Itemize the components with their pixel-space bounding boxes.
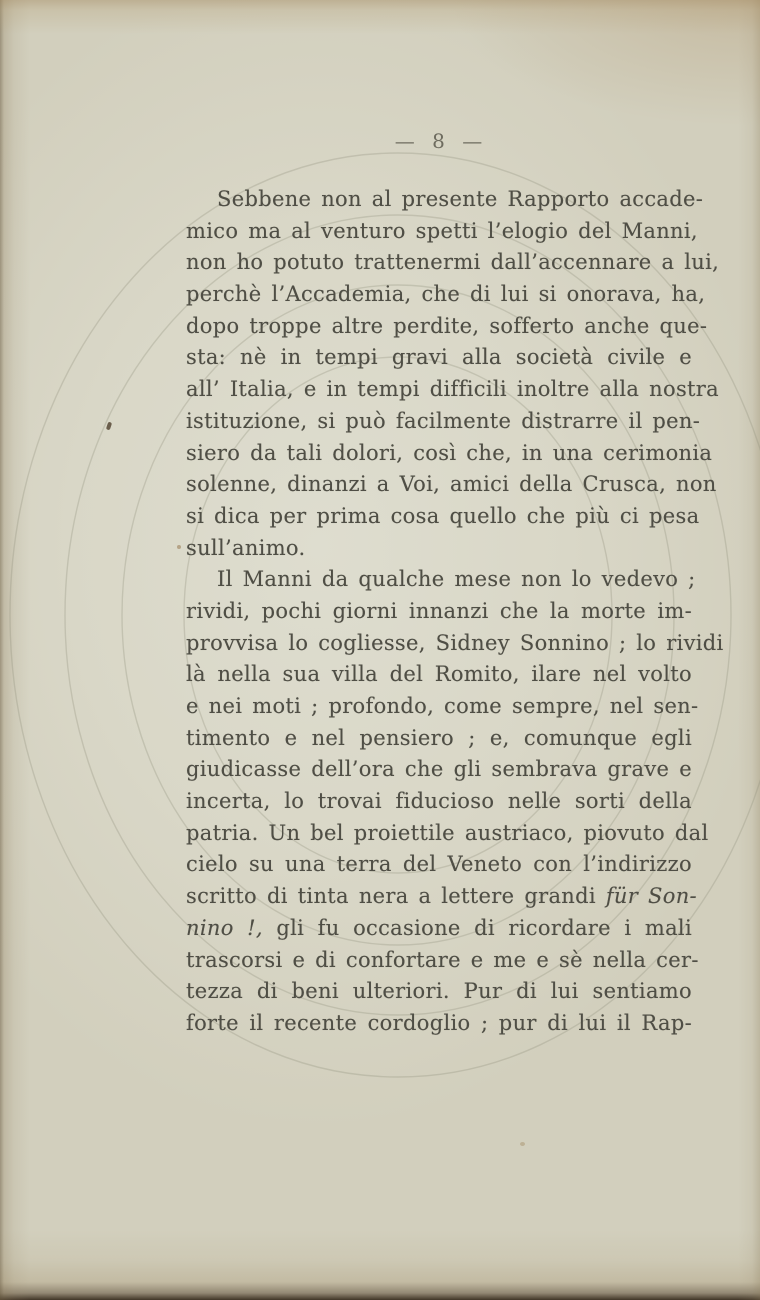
text-segment: scritto di tinta nera a lettere grandi [186,884,606,909]
text-line: giudicasse dell’ora che gli sembrava grave e [186,757,692,782]
paragraph [186,184,720,564]
text-line: sta: nè in tempi gravi alla società civile e [186,345,692,370]
text-line [186,913,692,945]
paper-speck [106,422,112,431]
text-line: perchè l’Accademia, che di lui si onorava, ha, [186,282,706,307]
text-line: dopo troppe altre perdite, sofferto anche que- [186,313,708,338]
italic-text-segment: nino !, [186,915,263,940]
text-line: solenne, dinanzi a Voi, amici della Crusca, non [186,472,717,497]
text-line: si dica per prima cosa quello che più ci pesa [186,503,700,528]
text-line: trascorsi e di confortare e me e sè nella cer- [186,947,699,972]
text-line: Il Manni da qualche mese non lo vedevo ; [217,567,696,592]
text-line: non ho potuto trattenermi dall’accennare a lui, [186,250,720,275]
page-number: — 8 — [394,129,484,153]
italic-text-segment: für Son- [605,884,697,909]
text-line: istituzione, si può facilmente distrarre il pen- [186,408,701,433]
paper-speck [177,545,181,549]
text-line [186,881,697,913]
text-line: timento e nel pensiero ; e, comunque egli [186,725,692,750]
text-segment: gli fu occasione di ricordare i mali [262,915,692,940]
text-line: rividi, pochi giorni innanzi che la morte im- [186,598,692,623]
paragraph [186,564,724,1039]
text-line: e nei moti ; profondo, come sempre, nel sen- [186,694,699,718]
text-line: Sebbene non al presente Rapporto accade- [217,187,704,211]
text-line: provvisa lo cogliesse, Sidney Sonnino ; lo rividi [186,630,724,655]
paper-speck [520,1142,525,1146]
text-line: siero da tali dolori, così che, in una cerimonia [186,440,713,465]
text-line: patria. Un bel proiettile austriaco, piovuto dal [186,820,709,845]
text-line: cielo su una terra del Veneto con l’indirizzo [186,852,692,877]
text-line: sull’animo. [186,535,306,560]
text-line: mico ma al venturo spetti l’elogio del Manni, [186,218,698,243]
text-line: tezza di beni ulteriori. Pur di lui sentiamo [186,979,692,1004]
text-line: all’ Italia, e in tempi difficili inoltre alla nostra [186,377,719,402]
text-line: incerta, lo trovai fiducioso nelle sorti della [186,789,692,814]
text-line: là nella sua villa del Romito, ilare nel volto [186,662,692,687]
page-text [186,184,724,1040]
text-line: forte il recente cordoglio ; pur di lui il Rap- [186,1010,692,1035]
